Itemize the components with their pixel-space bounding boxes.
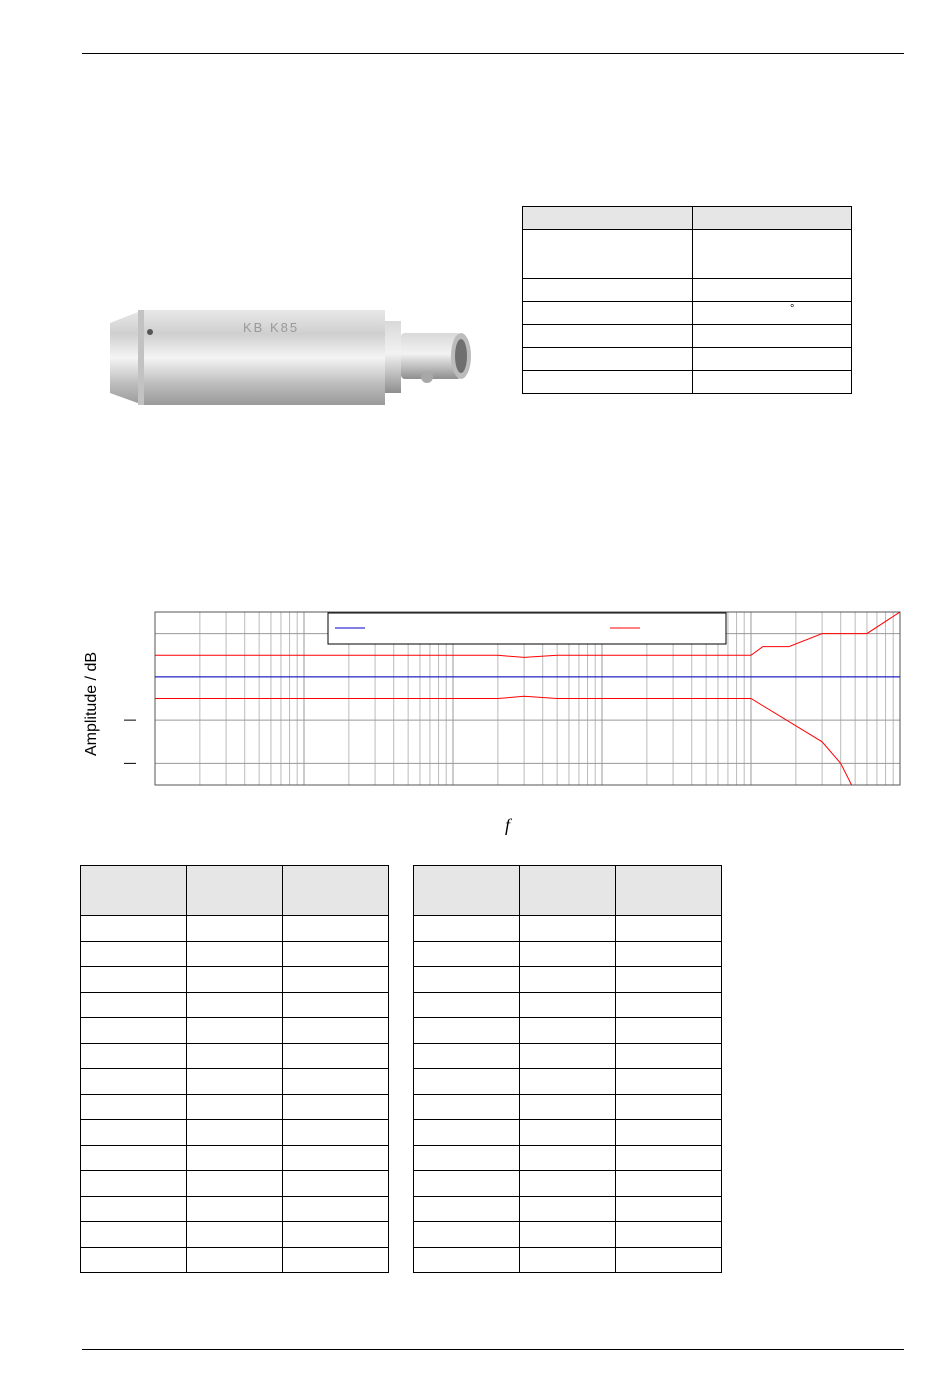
- table-cell: [81, 967, 187, 993]
- table-row: [81, 1043, 389, 1069]
- spec-table-header: [523, 207, 852, 230]
- table-cell: [283, 1247, 389, 1273]
- table-cell: [81, 916, 187, 942]
- table-cell: [520, 866, 616, 916]
- table-cell: [283, 1171, 389, 1197]
- table-cell: [520, 1222, 616, 1248]
- table-cell: [616, 1043, 722, 1069]
- table-cell: [81, 941, 187, 967]
- table-cell: [81, 866, 187, 916]
- table-cell: [414, 1247, 520, 1273]
- table-cell: [283, 1094, 389, 1120]
- table-cell: [187, 992, 283, 1018]
- table-cell: [283, 941, 389, 967]
- table-cell: [520, 967, 616, 993]
- x-axis-label: f: [505, 815, 511, 835]
- table-row: [523, 230, 852, 279]
- table-row: [414, 1222, 722, 1248]
- table-cell: [520, 1018, 616, 1044]
- table-row: [414, 1196, 722, 1222]
- table-cell: [520, 941, 616, 967]
- table-cell: [283, 1018, 389, 1044]
- table-row: [414, 1069, 722, 1095]
- table-cell: [81, 1145, 187, 1171]
- table-row: [523, 302, 852, 325]
- table-cell: [414, 992, 520, 1018]
- table-row: [81, 1120, 389, 1146]
- table-cell: [520, 1196, 616, 1222]
- table-cell: [414, 1018, 520, 1044]
- spec-table: [522, 206, 852, 394]
- header-rule: [82, 53, 904, 54]
- footer-rule: [82, 1349, 904, 1350]
- product-photo: [95, 305, 480, 410]
- table-row: [81, 1145, 389, 1171]
- table-cell: [616, 941, 722, 967]
- table-cell: [187, 1247, 283, 1273]
- table-cell: [520, 1171, 616, 1197]
- table-cell: [283, 1120, 389, 1146]
- legend-box: [328, 613, 726, 644]
- data-table-left: [80, 865, 389, 1273]
- table-row: [81, 1094, 389, 1120]
- table-cell: [283, 1145, 389, 1171]
- table-cell: [414, 941, 520, 967]
- table-cell: [616, 1247, 722, 1273]
- table-cell: [81, 1171, 187, 1197]
- table-cell: [616, 1094, 722, 1120]
- table-cell: [81, 1196, 187, 1222]
- frequency-response-chart: [80, 600, 910, 850]
- table-cell: [81, 1247, 187, 1273]
- table-cell: [283, 1043, 389, 1069]
- table-cell: [283, 916, 389, 942]
- table-cell: [283, 1196, 389, 1222]
- table-row: [81, 1196, 389, 1222]
- table-cell: [520, 1043, 616, 1069]
- table-cell: [414, 1043, 520, 1069]
- table-row: [414, 1043, 722, 1069]
- table-row: [81, 1069, 389, 1095]
- table-cell: [616, 866, 722, 916]
- table-cell: [414, 1222, 520, 1248]
- table-cell: [414, 1171, 520, 1197]
- table-row: [523, 279, 852, 302]
- table-row: [81, 941, 389, 967]
- table-row: [81, 1171, 389, 1197]
- table-row: [523, 348, 852, 371]
- table-cell: [187, 941, 283, 967]
- table-header-row: [81, 866, 389, 916]
- table-row: [81, 992, 389, 1018]
- table-cell: [414, 967, 520, 993]
- table-cell: [414, 1196, 520, 1222]
- table-cell: [520, 1069, 616, 1095]
- table-row: [414, 1018, 722, 1044]
- table-cell: [187, 967, 283, 993]
- table-cell: [283, 1069, 389, 1095]
- table-cell: [520, 1247, 616, 1273]
- table-cell: [616, 1171, 722, 1197]
- table-row: [414, 1247, 722, 1273]
- table-cell: [81, 1222, 187, 1248]
- table-cell: [414, 1069, 520, 1095]
- table-cell: [414, 1120, 520, 1146]
- table-cell: [187, 1043, 283, 1069]
- table-cell: [187, 1222, 283, 1248]
- table-cell: [616, 992, 722, 1018]
- table-row: [81, 1018, 389, 1044]
- data-table-right: [413, 865, 722, 1273]
- table-cell: [616, 967, 722, 993]
- table-cell: [520, 916, 616, 942]
- table-cell: [520, 1120, 616, 1146]
- table-row: [414, 992, 722, 1018]
- table-cell: [414, 916, 520, 942]
- table-cell: [187, 1120, 283, 1146]
- table-cell: [187, 866, 283, 916]
- table-cell: [81, 1043, 187, 1069]
- table-cell: [520, 992, 616, 1018]
- table-cell: [81, 992, 187, 1018]
- table-cell: [520, 1145, 616, 1171]
- table-row: [81, 1222, 389, 1248]
- table-cell: [187, 1145, 283, 1171]
- table-cell: [616, 916, 722, 942]
- table-cell: [283, 992, 389, 1018]
- table-cell: [616, 1120, 722, 1146]
- table-row: [414, 1094, 722, 1120]
- table-cell: [414, 1145, 520, 1171]
- table-cell: [616, 1018, 722, 1044]
- table-cell: [187, 1171, 283, 1197]
- table-cell: [187, 916, 283, 942]
- y-tick-marks: [124, 720, 136, 763]
- table-cell: [81, 1069, 187, 1095]
- photo-engraving: KB K85: [243, 320, 300, 335]
- y-axis-label: Amplitude / dB: [83, 651, 100, 757]
- table-cell: [81, 1018, 187, 1044]
- table-cell: [616, 1069, 722, 1095]
- table-row: [414, 916, 722, 942]
- table-cell: [616, 1222, 722, 1248]
- table-row: [523, 371, 852, 394]
- degree-symbol: °: [789, 303, 795, 315]
- table-row: [414, 967, 722, 993]
- table-cell: [616, 1145, 722, 1171]
- table-cell: [283, 866, 389, 916]
- table-cell: [283, 967, 389, 993]
- table-row: [523, 325, 852, 348]
- table-cell: [414, 866, 520, 916]
- table-row: [81, 1247, 389, 1273]
- table-cell: [187, 1196, 283, 1222]
- table-cell: [283, 1222, 389, 1248]
- table-cell: [81, 1120, 187, 1146]
- table-cell: [187, 1094, 283, 1120]
- table-cell: [616, 1196, 722, 1222]
- table-cell: [520, 1094, 616, 1120]
- table-header-row: [414, 866, 722, 916]
- table-cell: [81, 1094, 187, 1120]
- table-cell: [414, 1094, 520, 1120]
- table-cell: [187, 1069, 283, 1095]
- table-row: [81, 916, 389, 942]
- table-row: [414, 941, 722, 967]
- table-row: [414, 1145, 722, 1171]
- series-line-2: [155, 696, 867, 815]
- table-row: [414, 1171, 722, 1197]
- table-row: [414, 1120, 722, 1146]
- table-cell: [187, 1018, 283, 1044]
- table-row: [81, 967, 389, 993]
